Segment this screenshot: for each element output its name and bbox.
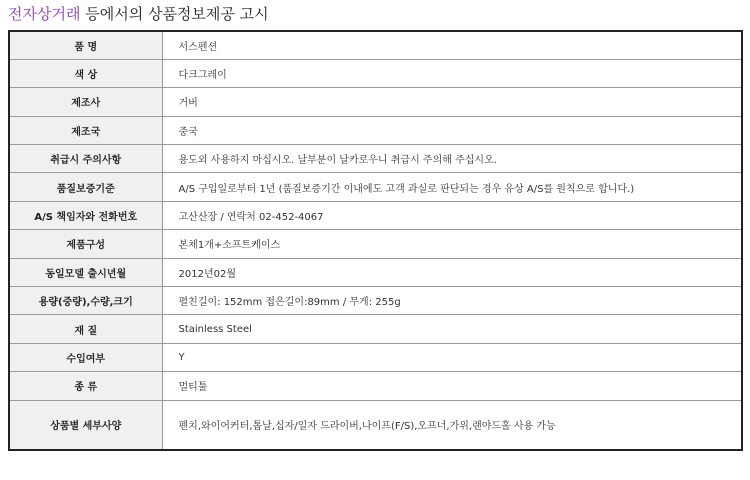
- row-value: Stainless Steel: [162, 315, 742, 343]
- table-row: [9, 201, 742, 229]
- row-value: 고산산장 / 연락처 02-452-4067: [162, 201, 742, 229]
- row-label: 용량(중량),수량,크기: [9, 287, 162, 315]
- row-label: 제품구성: [9, 230, 162, 258]
- table-row: [9, 400, 742, 450]
- table-row: [9, 31, 742, 59]
- row-label: 동일모델 출시년월: [9, 258, 162, 286]
- row-value: 다크그레이: [162, 59, 742, 87]
- table-row: [9, 258, 742, 286]
- row-value: 서스펜션: [162, 31, 742, 59]
- row-value: 본체1개+소프트케이스: [162, 230, 742, 258]
- table-row: [9, 287, 742, 315]
- table-row: [9, 173, 742, 201]
- row-label: 종 류: [9, 372, 162, 400]
- row-value: A/S 구입일로부터 1년 (품질보증기간 이내에도 고객 과실로 판단되는 경우 유상 A/S를 원칙으로 합니다.): [162, 173, 742, 201]
- product-info-table: [8, 30, 743, 451]
- row-label: 품 명: [9, 31, 162, 59]
- table-row: [9, 145, 742, 173]
- row-value: 펜치,와이어커터,톱날,십자/일자 드라이버,나이프(F/S),오프너,가위,랜야드홀 사용 가능: [162, 400, 742, 450]
- page-title-accent: 전자상거래: [8, 5, 81, 23]
- row-label: 수입여부: [9, 343, 162, 371]
- row-label: 취급시 주의사항: [9, 145, 162, 173]
- row-label: 색 상: [9, 59, 162, 87]
- row-value: 펼친길이: 152mm 접은길이:89mm / 무게: 255g: [162, 287, 742, 315]
- table-row: [9, 116, 742, 144]
- table-row: [9, 230, 742, 258]
- row-label: 품질보증기준: [9, 173, 162, 201]
- row-value: Y: [162, 343, 742, 371]
- table-row: [9, 59, 742, 87]
- row-label: 재 질: [9, 315, 162, 343]
- row-value: 거버: [162, 88, 742, 116]
- table-row: [9, 343, 742, 371]
- page-title-text: 등에서의 상품정보제공 고시: [80, 5, 269, 23]
- row-value: 멀티툴: [162, 372, 742, 400]
- page-title: [8, 4, 269, 24]
- row-label: A/S 책임자와 전화번호: [9, 201, 162, 229]
- table-row: [9, 372, 742, 400]
- row-label: 상품별 세부사양: [9, 400, 162, 450]
- row-label: 제조사: [9, 88, 162, 116]
- table-row: [9, 88, 742, 116]
- row-value: 용도외 사용하지 마십시오. 날부분이 날카로우니 취급시 주의해 주십시오.: [162, 145, 742, 173]
- table-row: [9, 315, 742, 343]
- row-value: 2012년02월: [162, 258, 742, 286]
- row-value: 중국: [162, 116, 742, 144]
- row-label: 제조국: [9, 116, 162, 144]
